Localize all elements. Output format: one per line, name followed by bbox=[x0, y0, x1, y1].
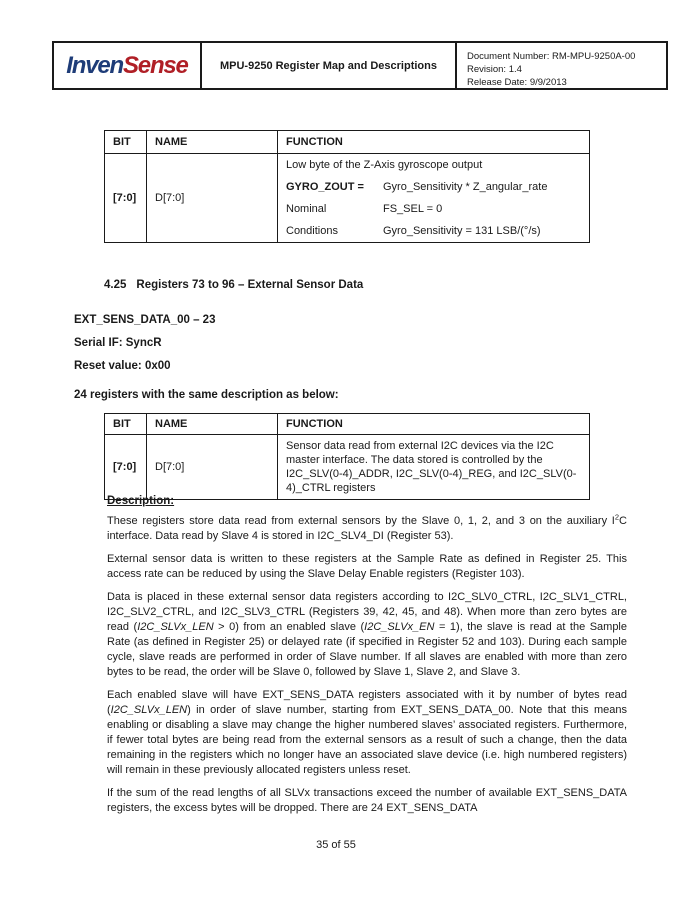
document-release-date: Release Date: 9/9/2013 bbox=[467, 77, 567, 88]
register-info bbox=[74, 309, 215, 378]
function-line bbox=[286, 180, 581, 194]
description-paragraph: External sensor data is written to these registers at the Sample Rate as defined in Register 25. This access rate can be reduced by using the Slave Delay Enable registers (Register 103). bbox=[107, 553, 627, 580]
function-line bbox=[286, 202, 581, 216]
bit-cell: [7:0] bbox=[105, 435, 147, 500]
column-header-bit: BIT bbox=[105, 414, 147, 435]
bit-cell: [7:0] bbox=[105, 154, 147, 243]
register-table-ext-sens-data bbox=[104, 413, 590, 500]
document-info bbox=[455, 43, 666, 88]
table-header-row bbox=[105, 414, 590, 435]
function-value: FS_SEL = 0 bbox=[383, 203, 443, 215]
invensense-logo bbox=[54, 43, 200, 88]
register-name: EXT_SENS_DATA_00 – 23 bbox=[74, 314, 216, 326]
function-cell bbox=[278, 154, 590, 243]
section-heading bbox=[104, 279, 363, 291]
function-label: Conditions bbox=[286, 225, 338, 237]
table-header-row bbox=[105, 131, 590, 154]
document-title: MPU-9250 Register Map and Descriptions bbox=[200, 43, 455, 88]
description-paragraph: These registers store data read from external sensors by the Slave 0, 1, 2, and 3 on the auxiliary $I^2C$ interface. Data read by Slave 4 is stored in I2C_SLV4_DI (Register 53). bbox=[107, 512, 627, 542]
function-label: GYRO_ZOUT = bbox=[286, 181, 364, 193]
description-paragraph: Data is placed in these external sensor data registers according to I2C_SLV0_CTRL, I2C_SLV1_CTRL, I2C_SLV2_CTRL, and I2C_SLV3_CTRL (Registers 39, 42, 45, and 48). When more than zero bytes are read (I2C_SLVx_LEN > 0) from an enabled slave (I2C_SLVx_EN = 1), the slave is read at the Sample Rate (as defined in Register 25) or delayed rate (if specified in Register 52 and 103). During each sample cycle, slave reads are performed in order of Slave number. If all slaves are enabled with more than zero bytes to be read, the order will be Slave 0, followed by Slave 1, Slave 2, and Slave 3. bbox=[107, 591, 627, 678]
registers-note: 24 registers with the same description as below: bbox=[74, 389, 339, 401]
column-header-function: FUNCTION bbox=[278, 414, 590, 435]
reset-value: Reset value: 0x00 bbox=[74, 360, 171, 372]
column-header-function: FUNCTION bbox=[278, 131, 590, 154]
description-paragraph: If the sum of the read lengths of all SLVx transactions exceed the number of available EXT_SENS_DATA registers, the excess bytes will be dropped. There are 24 EXT_SENS_DATA bbox=[107, 787, 627, 814]
section-number: 4.25 bbox=[104, 279, 127, 291]
serial-if: Serial IF: SyncR bbox=[74, 337, 162, 349]
section-title: Registers 73 to 96 – External Sensor Data bbox=[136, 279, 364, 291]
column-header-bit: BIT bbox=[105, 131, 147, 154]
document-revision: Revision: 1.4 bbox=[467, 64, 522, 75]
function-label: Nominal bbox=[286, 203, 327, 215]
table-row bbox=[105, 435, 590, 500]
description-paragraph: Each enabled slave will have EXT_SENS_DATA registers associated with it by number of bytes read (I2C_SLVx_LEN) in order of slave number, starting from EXT_SENS_DATA_00. Note that this means enabling or disabling a slave may change the higher numbered slaves’ associated registers. Furthermore, if fewer total bytes are being read from the external sensors as a result of such a change, then the data remaining in the registers which no longer have an associated slave device (i.e. high numbered registers) will remain in these previously allocated registers unless reset. bbox=[107, 689, 627, 776]
column-header-name: NAME bbox=[147, 414, 278, 435]
document-number: Document Number: RM-MPU-9250A-00 bbox=[467, 51, 636, 62]
page-number: 35 of 55 bbox=[316, 839, 356, 851]
function-cell: Sensor data read from external I2C devices via the I2C master interface. The data stored is controlled by the I2C_SLV(0-4)_ADDR, I2C_SLV(0-4)_REG, and I2C_SLV(0-4)_CTRL registers bbox=[278, 435, 590, 500]
function-intro: Low byte of the Z-Axis gyroscope output bbox=[286, 159, 483, 171]
logo-text-sense: Sense bbox=[122, 51, 188, 79]
logo-text-inven: Inven bbox=[66, 51, 123, 79]
register-table-gyro-zout bbox=[104, 130, 590, 243]
description-paragraphs bbox=[107, 514, 627, 816]
logo-text bbox=[66, 52, 187, 80]
function-value: Gyro_Sensitivity = 131 LSB/(°/s) bbox=[383, 225, 541, 237]
description-section bbox=[107, 495, 627, 824]
name-cell: D[7:0] bbox=[147, 435, 278, 500]
function-line bbox=[286, 224, 581, 238]
name-cell: D[7:0] bbox=[147, 154, 278, 243]
table-row bbox=[105, 154, 590, 243]
page-header bbox=[52, 41, 668, 90]
description-heading: Description: bbox=[107, 495, 175, 507]
function-value: Gyro_Sensitivity * Z_angular_rate bbox=[383, 181, 548, 193]
column-header-name: NAME bbox=[147, 131, 278, 154]
